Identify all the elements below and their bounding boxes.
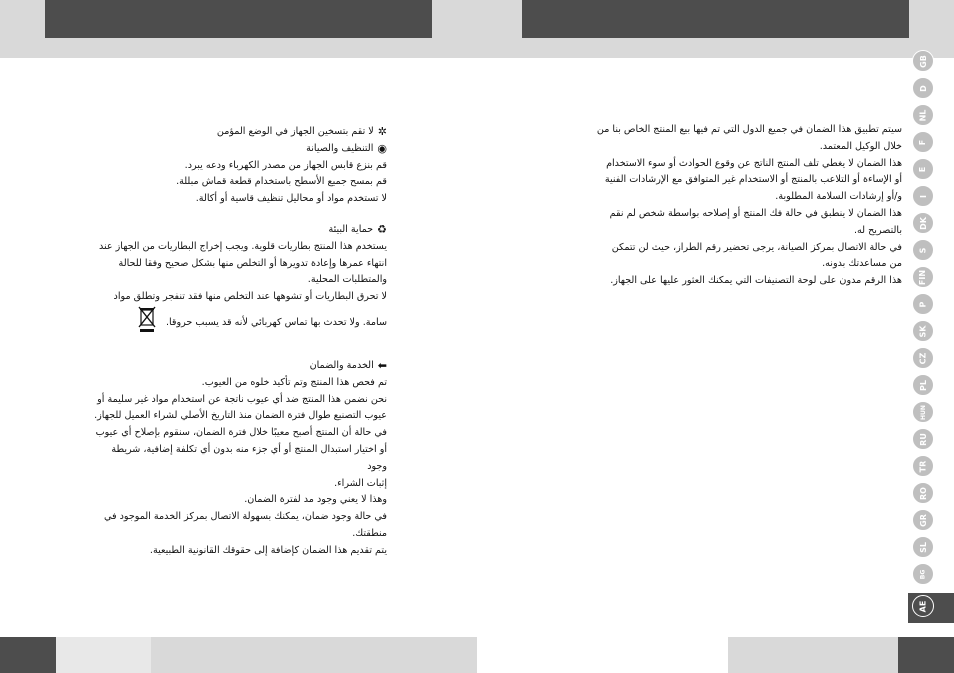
lang-tab-gr[interactable]: GR	[912, 509, 934, 531]
warranty-line: وهذا لا يعني وجود مد لفترة الضمان.	[244, 494, 387, 506]
right-content	[582, 122, 902, 290]
lang-tab-nl[interactable]: NL	[912, 104, 934, 126]
warranty-line: منطقتك.	[352, 527, 387, 539]
battery-disposal-row	[92, 306, 387, 332]
lang-tab-tr[interactable]: TR	[912, 455, 934, 477]
warranty-line: سيتم تطبيق هذا الضمان في جميع الدول التي تم فيها بيع المنتج الخاص بنا من	[596, 124, 902, 135]
environment-line: يستخدم هذا المنتج بطاريات قلوية. ويجب إخراج البطاريات من الجهاز عند	[98, 240, 387, 252]
warranty-title: ⬅ الخدمة والضمان	[309, 359, 387, 373]
lang-tab-ae[interactable]: AE	[912, 595, 934, 617]
lang-tab-sl[interactable]: SL	[912, 536, 934, 558]
warranty-line: يتم تقديم هذا الضمان كإضافة إلى حقوقك القانونية الطبيعية.	[149, 544, 387, 556]
warranty-line: أو الإساءة أو التلاعب بالمنتج أو الاستخدام غير المتوافق مع الإرشادات الفنية	[604, 174, 902, 186]
warranty-line: هذا الضمان لا يغطي تلف المنتج الناتج عن وقوع الحوادث أو سوء الاستخدام	[606, 157, 902, 169]
lang-tab-gb[interactable]: GB	[912, 50, 934, 72]
environment-line: لا تحرق البطاريات أو تشوهها عند التخلص منها فقد تنفجر وتطلق مواد	[113, 291, 387, 303]
lang-tab-f[interactable]: F	[912, 131, 934, 153]
cleaning-line: قم بنزع قابس الجهاز من مصدر الكهرباء ودعه يبرد.	[184, 159, 387, 171]
warranty-line: في حالة الاتصال بمركز الصيانة، يرجى تحضير رقم الطراز، حيث لن تتمكن	[611, 241, 902, 253]
arrow-left-icon: ⬅	[377, 359, 387, 373]
right-footer-band	[728, 637, 898, 673]
right-header-bar	[522, 0, 909, 38]
language-tabs	[910, 50, 954, 620]
lang-tab-pl[interactable]: PL	[912, 374, 934, 396]
right-page	[477, 0, 954, 673]
warranty-line: هذا الضمان لا ينطبق في حالة فك المنتج أو إصلاحه بواسطة شخص لم نقم	[609, 207, 902, 219]
recycle-icon: ♻	[377, 223, 387, 237]
warranty-line: أو اختيار استبدال المنتج أو أي جزء منه بدون أي تكلفة إضافية، شريطة وجود	[111, 443, 387, 472]
lang-tab-ro[interactable]: RO	[912, 482, 934, 504]
environment-line: سامة. ولا تحدث بها تماس كهربائي لأنه قد يسبب حروقا.	[165, 317, 387, 329]
environment-line: والمتطلبات المحلية.	[307, 274, 387, 286]
right-footer-dark	[898, 637, 954, 673]
lang-tab-i[interactable]: I	[912, 185, 934, 207]
warranty-line: من مساعدتك بدونه.	[822, 258, 902, 270]
left-header-bar	[45, 0, 432, 38]
warranty-line: و/أو إرشادات السلامة المطلوبة.	[775, 191, 902, 203]
lang-tab-p[interactable]: P	[912, 293, 934, 315]
lang-tab-cz[interactable]: CZ	[912, 347, 934, 369]
warranty-line: خلال الوكيل المعتمد.	[819, 140, 902, 152]
lang-tab-d[interactable]: D	[912, 77, 934, 99]
eye-icon: ◉	[377, 142, 387, 156]
lang-tab-sk[interactable]: SK	[912, 320, 934, 342]
warranty-line: تم فحص هذا المنتج وتم تأكيد خلوه من العيوب.	[201, 376, 387, 388]
lang-tab-dk[interactable]: DK	[912, 212, 934, 234]
warranty-line: عيوب التصنيع طوال فترة الضمان منذ التاريخ الأصلي لشراء العميل للجهاز.	[94, 410, 387, 422]
lang-tab-ru[interactable]: RU	[912, 428, 934, 450]
cleaning-line: قم بمسح جميع الأسطح باستخدام قطعة قماش مبللة.	[176, 176, 387, 188]
safe-mode-item: ✲ لا تقم بتسخين الجهاز في الوضع المؤمن	[216, 125, 387, 139]
lang-tab-fin[interactable]: FIN	[912, 266, 934, 288]
lang-tab-bg[interactable]: BG	[912, 563, 934, 585]
warranty-line: إثبات الشراء.	[334, 477, 387, 489]
lang-tab-e[interactable]: E	[912, 158, 934, 180]
sun-icon: ✲	[377, 125, 387, 139]
lang-tab-s[interactable]: S	[912, 239, 934, 261]
environment-title: ♻ حماية البيئة	[328, 223, 387, 237]
cleaning-title: ◉ التنظيف والصيانة	[306, 142, 387, 156]
warranty-line: بالتصريح له.	[853, 224, 902, 236]
cleaning-line: لا تستخدم مواد أو محاليل تنظيف قاسية أو أكالة.	[195, 193, 387, 205]
lang-tab-hun[interactable]: HUN	[912, 401, 934, 423]
left-footer-light	[56, 637, 151, 673]
warranty-line: في حالة أن المنتج أصبح معيبًا خلال فترة الضمان، سنقوم بإصلاح أي عيوب	[95, 427, 387, 439]
left-footer-band	[151, 637, 477, 673]
warranty-line: في حالة وجود ضمان، يمكنك بسهولة الاتصال بمركز الخدمة الموجود في	[103, 511, 387, 523]
warranty-line: هذا الرقم مدون على لوحة التصنيفات التي يمكنك العثور عليها على الجهاز.	[610, 275, 902, 287]
environment-line: انتهاء عمرها وإعادة تدويرها أو التخلص منها بشكل صحيح وفقا للحالة	[118, 257, 387, 269]
warranty-line: نحن نضمن هذا المنتج ضد أي عيوب ناتجة عن استخدام مواد غير سليمة أو	[97, 393, 387, 405]
left-footer-dark	[0, 637, 56, 673]
left-content	[92, 124, 387, 560]
crossed-bin-icon	[138, 306, 156, 332]
